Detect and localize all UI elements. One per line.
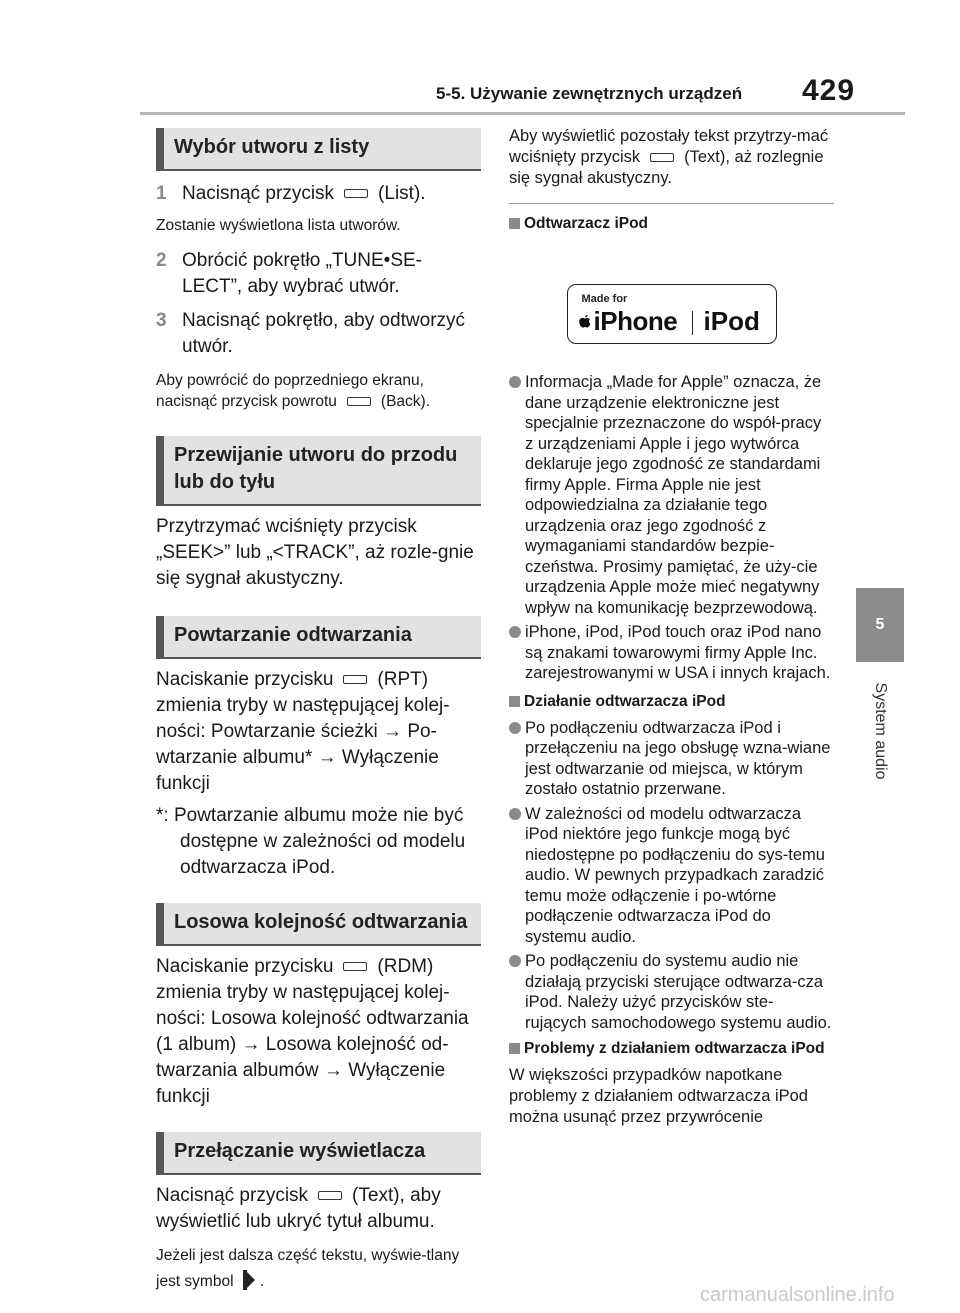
display-text: Nacisnąć przycisk (Text), aby wyświetlić lub ukryć tytuł albumu. bbox=[156, 1185, 441, 1232]
section-heading-seek: Przewijanie utworu do przodu lub do tyłu bbox=[156, 436, 481, 506]
header-rule bbox=[140, 112, 905, 115]
bullet-dot-icon bbox=[509, 955, 521, 967]
square-bullet-icon bbox=[509, 218, 520, 229]
bullet-trademarks: iPhone, iPod, iPod touch oraz iPod nano są znakami towarowymi firmy Apple Inc. zarejestrowanymi w USA i innych krajach. bbox=[509, 622, 834, 684]
bullet-model-functions: W zależności od modelu odtwarzacza iPod niektóre jego funkcje mogą być niedostępne po podłączeniu do sys-temu audio. W pewnych przypadkach zaradzić temu może odłączenie i po-wtórne podłączenie odtwarzacza iPod do systemu audio. bbox=[509, 804, 834, 948]
more-text-icon bbox=[242, 1269, 256, 1291]
bullet-dot-icon bbox=[509, 376, 521, 388]
step-1: 1 Nacisnąć przycisk (List). bbox=[156, 181, 481, 207]
back-button-icon bbox=[347, 397, 371, 406]
made-for-iphone-ipod-badge: Made for iPhone iPod bbox=[567, 284, 777, 344]
rpt-button-icon bbox=[343, 675, 367, 684]
problems-text: W większości przypadków napotkane problemy z działaniem odtwarzacza iPod można usunąć przez przywrócenie bbox=[509, 1066, 808, 1126]
section-heading-display: Przełączanie wyświetlacza bbox=[156, 1132, 481, 1175]
square-bullet-icon bbox=[509, 696, 520, 707]
display-note: Jeżeli jest dalsza część tekstu, wyświe-tlany jest symbol . bbox=[156, 1247, 460, 1290]
random-text: Naciskanie przycisku (RDM) zmienia tryby w następującej kolej-ności: Losowa kolejność odtwarzania (1 album) → Losowa kolejność od-twarzania albumów → Wyłączenie funkcji bbox=[156, 956, 469, 1107]
step-3: 3 Nacisnąć pokrętło, aby odtworzyć utwór. bbox=[156, 310, 466, 357]
apple-logo-icon bbox=[578, 314, 592, 331]
bullet-dot-icon bbox=[509, 722, 521, 734]
right-column bbox=[509, 126, 834, 1128]
sub-heading-ipod-operation: Działanie odtwarzacza iPod bbox=[509, 692, 834, 712]
note-list-shown: Zostanie wyświetlona lista utworów. bbox=[156, 217, 401, 234]
page-number: 429 bbox=[802, 74, 856, 107]
section-heading-list: Wybór utworu z listy bbox=[156, 128, 481, 171]
sub-heading-ipod-problems: Problemy z działaniem odtwarzacza iPod bbox=[509, 1039, 834, 1059]
repeat-text: Naciskanie przycisku (RPT) zmienia tryby w następującej kolej-ności: Powtarzanie ścieżki → Po-wtarzanie albumu* → Wyłączenie funkcji bbox=[156, 669, 450, 794]
step-number: 1 bbox=[156, 183, 167, 204]
chapter-tab-label: System audio bbox=[872, 682, 889, 780]
text-button-icon bbox=[318, 1191, 342, 1200]
seek-text: Przytrzymać wciśnięty przycisk „SEEK>” lub „<TRACK”, aż rozle-gnie się sygnał akustyczny. bbox=[156, 516, 474, 589]
watermark: carmanualsonline.info bbox=[700, 1284, 895, 1306]
step-2: 2 Obrócić pokrętło „TUNE•SE-LECT”, aby wybrać utwór. bbox=[156, 250, 422, 297]
bullet-dot-icon bbox=[509, 626, 521, 638]
left-column bbox=[156, 128, 481, 1295]
divider bbox=[509, 203, 834, 204]
header-title: 5-5. Używanie zewnętrznych urządzeń bbox=[436, 84, 743, 103]
section-heading-random: Losowa kolejność odtwarzania bbox=[156, 903, 481, 946]
list-button-icon bbox=[344, 189, 368, 198]
text-button-icon bbox=[650, 153, 674, 162]
chapter-tab[interactable]: 5 bbox=[856, 588, 904, 662]
repeat-footnote: *: Powtarzanie albumu może nie być dostępne w zależności od modelu odtwarzacza iPod. bbox=[156, 805, 466, 878]
bullet-made-for-apple: Informacja „Made for Apple” oznacza, że dane urządzenie elektroniczne jest specjalnie przeznaczone do współ-pracy z urządzeniami Apple i jego wytwórca deklaruje jego zgodność ze standardami firmy Apple. Firma Apple nie jest odpowiedzialna za działanie tego urządzenia oraz jego zgodność z wymaganiami standardów bezpie-czeństwa. Prosimy pamiętać, że uży-cie urządzenia Apple może mieć negatywny wpływ na komunikację bezprzewodową. bbox=[509, 372, 834, 618]
note-back: Aby powrócić do poprzedniego ekranu, nacisnąć przycisk powrotu (Back). bbox=[156, 372, 431, 410]
bullet-resume: Po podłączeniu odtwarzacza iPod i przełączeniu na jego obsługę wzna-wiane jest odtwarzanie od miejsca, w którym zostało ostatnio przerwane. bbox=[509, 718, 834, 800]
bullet-dot-icon bbox=[509, 808, 521, 820]
badge-separator bbox=[692, 311, 694, 335]
square-bullet-icon bbox=[509, 1043, 520, 1054]
rdm-button-icon bbox=[343, 962, 367, 971]
section-heading-repeat: Powtarzanie odtwarzania bbox=[156, 616, 481, 659]
bullet-controls: Po podłączeniu do systemu audio nie działają przyciski sterujące odtwarza-cza iPod. Należy użyć przycisków ste-rujących samochodowego systemu audio. bbox=[509, 951, 834, 1033]
intro-text: Aby wyświetlić pozostały tekst przytrzy-mać wciśnięty przycisk (Text), aż rozlegnie się sygnał akustyczny. bbox=[509, 127, 829, 187]
ipod-heading: Odtwarzacz iPod bbox=[509, 214, 834, 234]
